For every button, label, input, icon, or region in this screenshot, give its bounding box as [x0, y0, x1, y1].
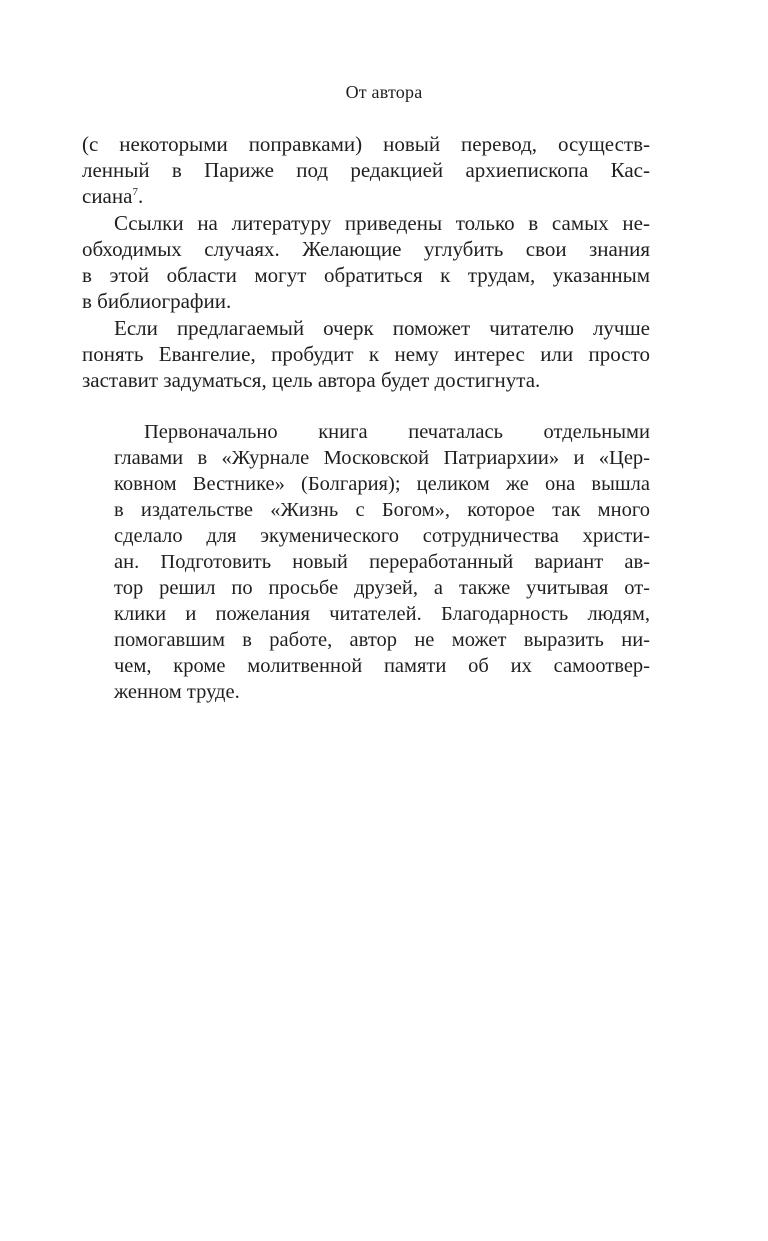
text-line: понять Евангелие, пробудит к нему интерес или просто: [82, 342, 650, 366]
text-line: заставит задуматься, цель автора будет достигнута.: [82, 368, 541, 392]
text-line: главами в «Журнале Московской Патриархии» и «Цер-: [114, 447, 650, 469]
text-line: ан. Подготовить новый переработанный вариант ав-: [114, 551, 650, 573]
text-line: сделало для экуменического сотрудничества христи-: [114, 525, 650, 547]
text-line-content: сиана: [82, 184, 133, 208]
text-line: обходимых случаях. Желающие углубить свои знания: [82, 237, 650, 261]
paragraph-first-line: Ссылки на литературу приведены только в самых не-: [114, 211, 650, 235]
text-line: тор решил по просьбе друзей, а также учитывая от-: [114, 577, 650, 599]
text-line: в этой области могут обратиться к трудам, указанным: [82, 263, 650, 287]
text-line: ковном Вестнике» (Болгария); целиком же она вышла: [114, 473, 650, 495]
text-line: в библиографии.: [82, 289, 232, 313]
text-line: помогавшим в работе, автор не может выразить ни-: [114, 629, 650, 651]
text-line: ленный в Париже под редакцией архиепископа Кас-: [82, 158, 650, 182]
text-line: женном труде.: [114, 681, 240, 703]
text-line: чем, кроме молитвенной памяти об их самоотвер-: [114, 655, 650, 677]
text-line: клики и пожелания читателей. Благодарность людям,: [114, 603, 650, 625]
text-line: (с некоторыми поправками) новый перевод, осуществ-: [82, 132, 650, 156]
running-head: От автора: [345, 82, 423, 102]
footnote-reference: 7: [132, 186, 138, 198]
text-line: [82, 183, 650, 209]
paragraph-first-line: Если предлагаемый очерк поможет читателю лучше: [114, 316, 650, 340]
footnote-reference-suffix: .: [137, 184, 144, 208]
text-line: в издательстве «Жизнь с Богом», которое так много: [114, 499, 650, 521]
paragraph-first-line: Первоначально книга печаталась отдельными: [144, 421, 650, 443]
